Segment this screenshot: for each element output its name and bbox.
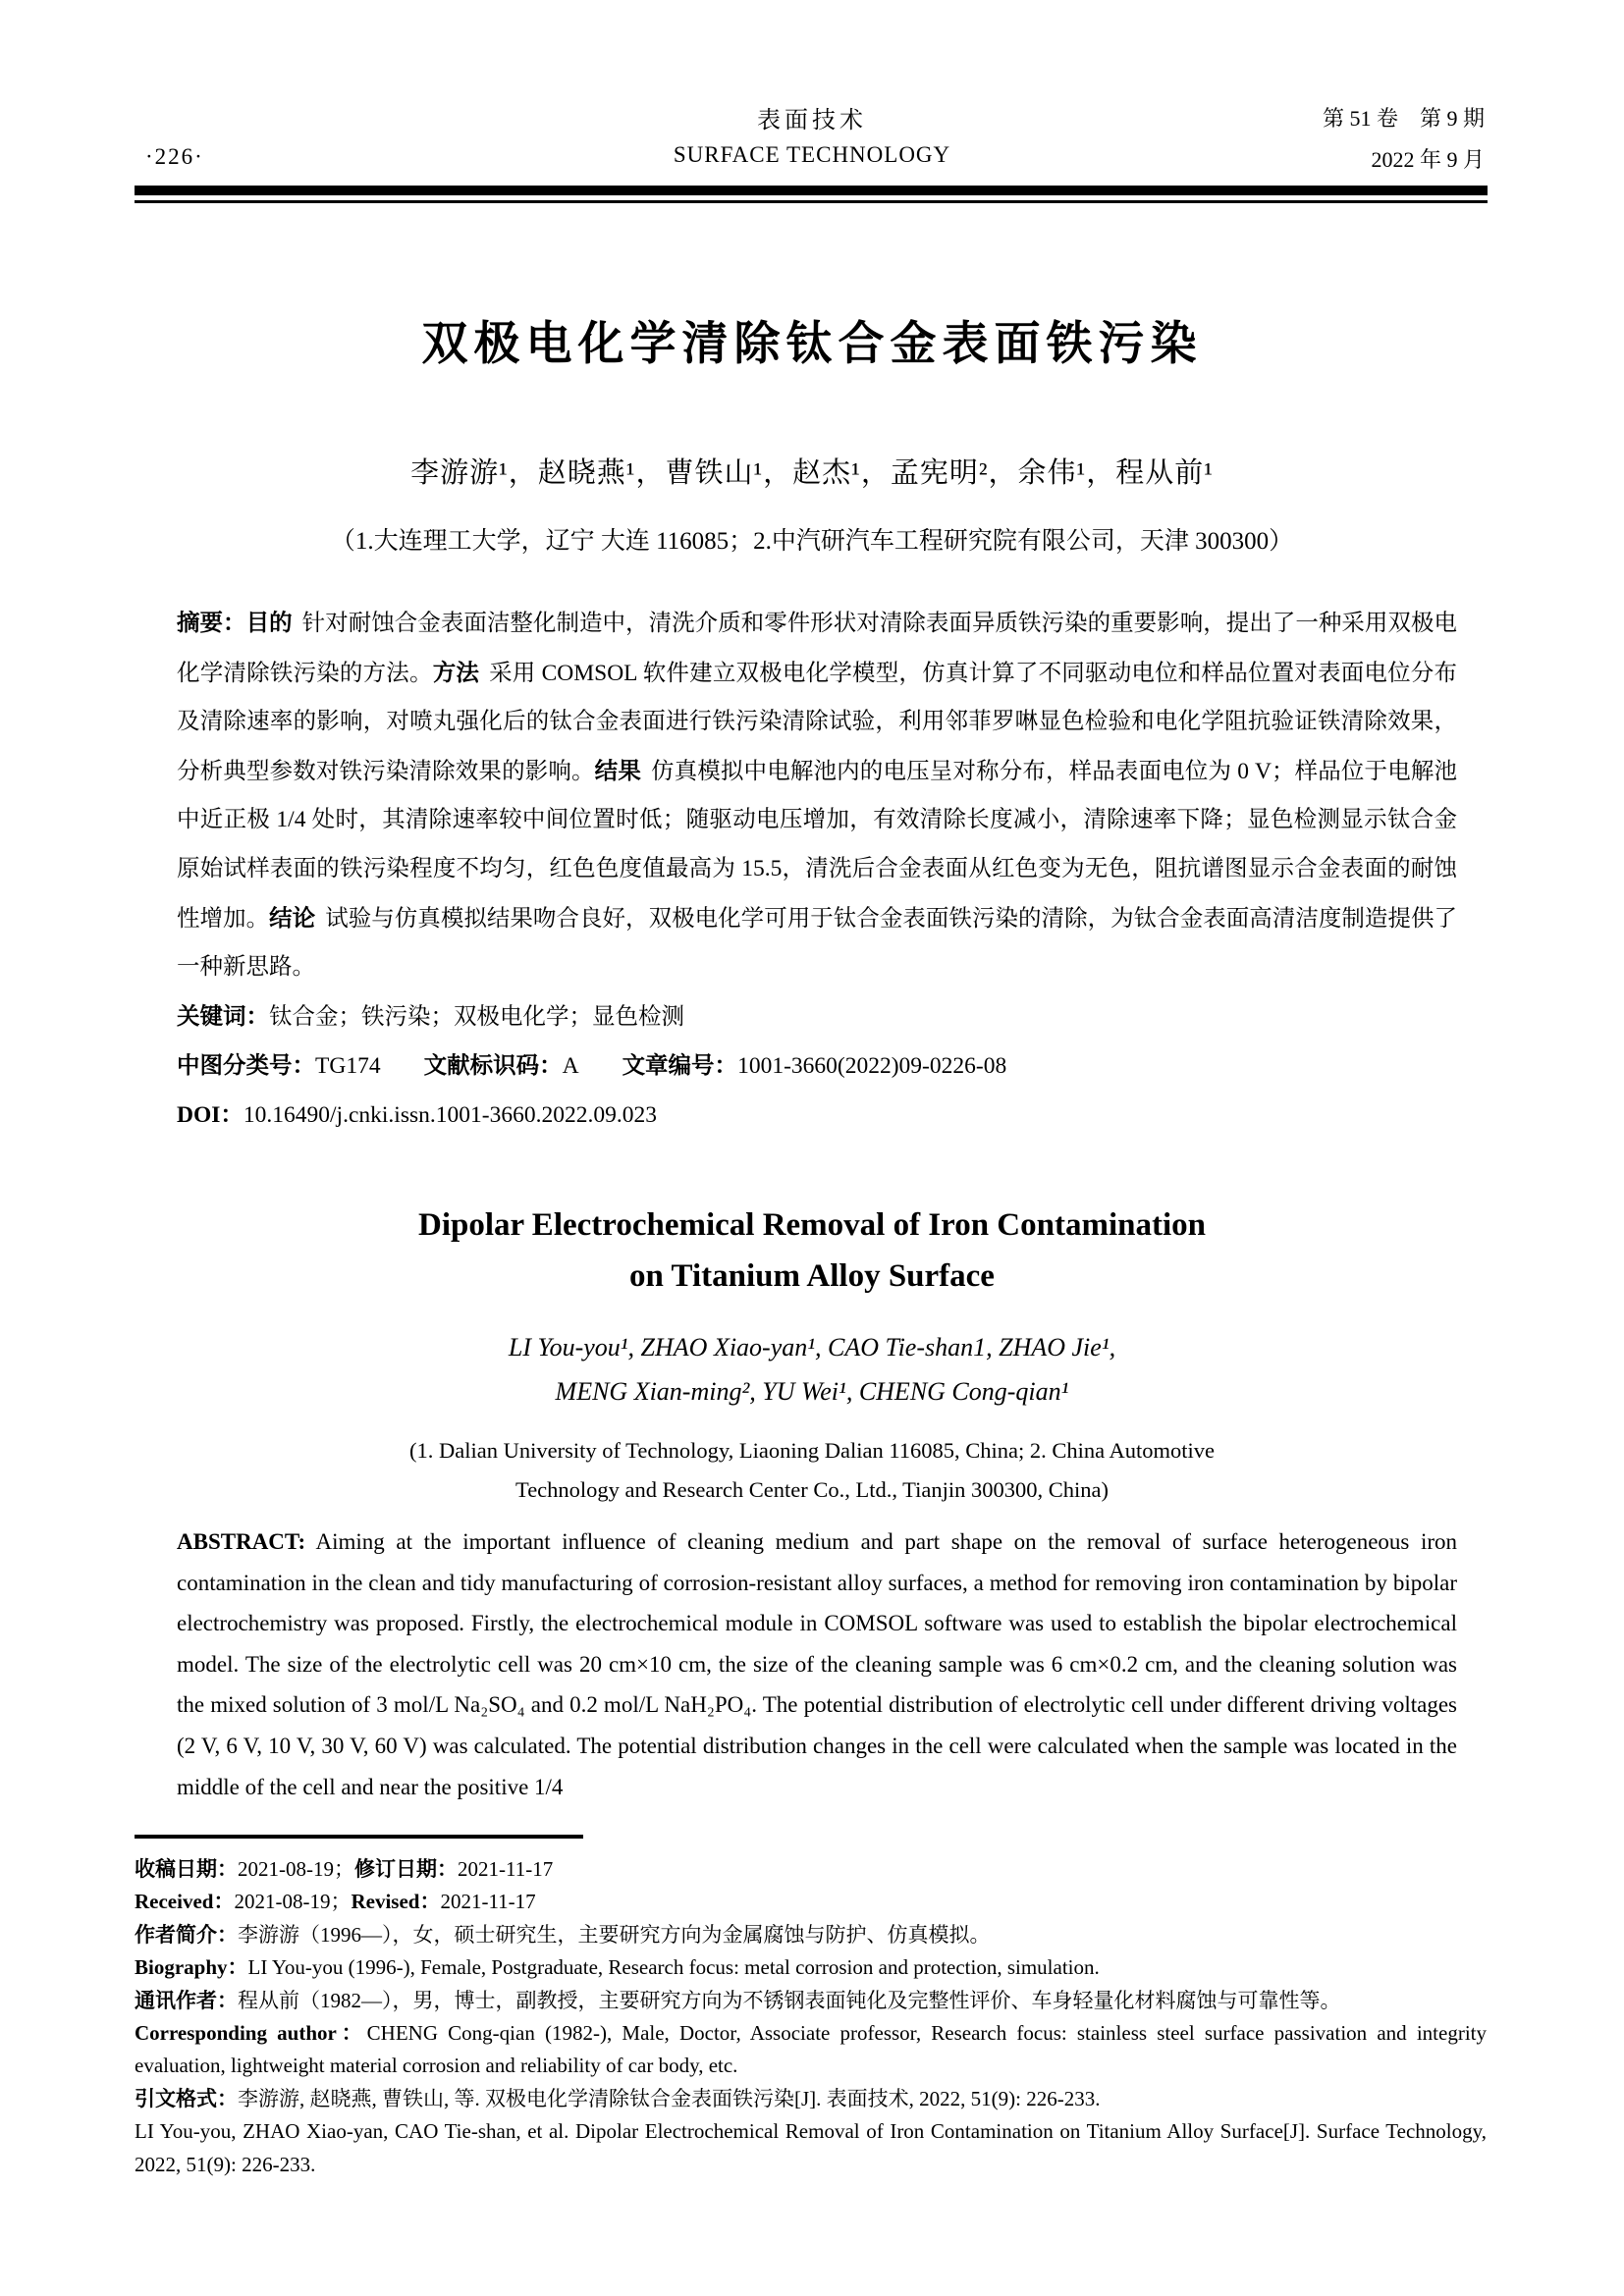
journal-title-cn: 表面技术 bbox=[757, 108, 867, 133]
affiliation-en-line1: (1. Dalian University of Technology, Liaoning Dalian 116085, China; 2. China Automotive bbox=[409, 1438, 1215, 1463]
article-title-cn: 双极电化学清除钛合金表面铁污染 bbox=[421, 317, 1203, 369]
authors-cn: 李游游¹，赵晓燕¹，曹铁山¹，赵杰¹，孟宪明²，余伟¹，程从前¹ bbox=[410, 457, 1214, 489]
abstract-conclusion-head: 结论 bbox=[269, 904, 316, 931]
english-heading-block bbox=[0, 1200, 1624, 1510]
abstract-en-text: Aiming at the important influence of cleaning medium and part shape on the removal of surface heterogeneous iron contamination in the clean and tidy manufacturing of corrosion-resistant alloy surfaces, a method for removing iron contamination by bipolar electrochemistry was proposed. Firstly, the electrochemical module in COMSOL software was used to establish the bipolar electrochemical model. The size of the electrolytic cell was 20 cm×10 cm, the size of the cleaning sample was 6 cm×0.2 cm, and the cleaning solution was the mixed solution of 3 mol/L Na₂SO₄ and 0.2 mol/L NaH₂PO₄. The potential distribution of electrolytic cell under different driving voltages (2 V, 6 V, 10 V, 30 V, 60 V) was calculated. The potential distribution changes in the cell were calculated when the sample was located in the middle of the cell and near the positive 1/4 bbox=[177, 1529, 1457, 1799]
article-title-en-line2: on Titanium Alloy Surface bbox=[629, 1258, 995, 1294]
issue-info bbox=[1323, 102, 1485, 174]
footnote-received-cn: 收稿日期：2021-08-19；修订日期：2021-11-17 bbox=[135, 1857, 554, 1881]
abstract-result-text: 仿真模拟中电解池内的电压呈对称分布，样品表面电位为 0 V；样品位于电解池中近正极 1/4 处时，其清除速率较中间位置时低；随驱动电压增加，有效清除长度减小，清除速率下降；显色检测显示钛合金原始试样表面的铁污染程度不均匀，红色色度值最高为 15.5，清洗后合金表面从红色变为无色，阻抗谱图显示合金表面的耐蚀性增加。 bbox=[177, 758, 1457, 932]
footnote-rule bbox=[135, 1835, 583, 1839]
abstract-en-label: ABSTRACT: bbox=[177, 1529, 306, 1554]
volume-issue: 第 51 卷 第 9 期 bbox=[1322, 106, 1485, 131]
footnote-biography-cn: 作者简介：李游游（1996—），女，硕士研究生，主要研究方向为金属腐蚀与防护、仿真模拟。 bbox=[135, 1922, 991, 1947]
abstract-conclusion-text: 试验与仿真模拟结果吻合良好，双极电化学可用于钛合金表面铁污染的清除，为钛合金表面高清洁度制造提供了一种新思路。 bbox=[177, 905, 1458, 981]
doi-line bbox=[177, 1092, 1457, 1141]
authors-en-line1: LI You-you¹, ZHAO Xiao-yan¹, CAO Tie-shan1, ZHAO Jie¹, bbox=[508, 1333, 1116, 1362]
doi-label: DOI： bbox=[177, 1101, 244, 1128]
footnote-corresponding-en: Corresponding author：CHENG Cong-qian (1982-), Male, Doctor, Associate professor, Research focus: stainless steel surface passivation and integrity evaluation, lightweight material corrosion and reliability of car body, etc. bbox=[135, 2021, 1487, 2078]
abstract-block-cn bbox=[177, 599, 1457, 1141]
doc-code-label: 文献标识码： bbox=[423, 1052, 563, 1079]
page-number: ·226· bbox=[145, 144, 204, 169]
abstract-result-head: 结果 bbox=[594, 757, 641, 783]
footnote-citation-en: LI You-you, ZHAO Xiao-yan, CAO Tie-shan, et al. Dipolar Electrochemical Removal of Iron Contamination on Titanium Alloy Surface[J]. Surface Technology, 2022, 51(9): 226-233. bbox=[135, 2119, 1487, 2176]
article-title-en-line1: Dipolar Electrochemical Removal of Iron Contamination bbox=[417, 1207, 1207, 1243]
footnote-corresponding-cn: 通讯作者：程从前（1982—），男，博士，副教授，主要研究方向为不锈钢表面钝化及完整性评价、车身轻量化材料腐蚀与可靠性等。 bbox=[135, 1988, 1341, 2012]
abstract-method-text: 采用 COMSOL 软件建立双极电化学模型，仿真计算了不同驱动电位和样品位置对表面电位分布及清除速率的影响，对喷丸强化后的钛合金表面进行铁污染清除试验，利用邻菲罗啉显色检验和电化学阻抗验证铁清除效果，分析典型参数对铁污染清除效果的影响。 bbox=[177, 660, 1458, 784]
affiliation-en bbox=[0, 1431, 1624, 1510]
footnote-received-en: Received：2021-08-19；Revised：2021-11-17 bbox=[135, 1890, 536, 1914]
abstract-purpose-text: 针对耐蚀合金表面洁整化制造中，清洗介质和零件形状对清除表面异质铁污染的重要影响，提出了一种采用双极电化学清除铁污染的方法。 bbox=[177, 611, 1458, 686]
footnotes bbox=[135, 1853, 1487, 2181]
journal-title-en: SURFACE TECHNOLOGY bbox=[673, 142, 951, 167]
authors-en-line2: MENG Xian-ming², YU Wei¹, CHENG Cong-qian¹ bbox=[555, 1377, 1069, 1406]
affiliation-cn: （1.大连理工大学，辽宁 大连 116085；2.中汽研汽车工程研究院有限公司，天津 300300） bbox=[330, 528, 1294, 555]
header-rule-thin bbox=[135, 200, 1488, 203]
keywords-label: 关键词： bbox=[177, 1002, 269, 1029]
authors-en bbox=[0, 1325, 1624, 1414]
footnote-citation-cn: 引文格式：李游游, 赵晓燕, 曹铁山, 等. 双极电化学清除钛合金表面铁污染[J]. 表面技术, 2022, 51(9): 226-233. bbox=[135, 2086, 1101, 2110]
issue-date: 2022 年 9 月 bbox=[1371, 147, 1485, 172]
keywords-text: 钛合金；铁污染；双极电化学；显色检测 bbox=[269, 1003, 684, 1030]
abstract-label: 摘要： bbox=[177, 610, 246, 635]
affiliation-en-line2: Technology and Research Center Co., Ltd., Tianjin 300300, China) bbox=[515, 1477, 1109, 1502]
doi-value: 10.16490/j.cnki.issn.1001-3660.2022.09.023 bbox=[243, 1101, 657, 1128]
article-title-en bbox=[0, 1200, 1624, 1302]
footnote-biography-en: Biography：LI You-you (1996-), Female, Postgraduate, Research focus: metal corrosion and protection, simulation. bbox=[135, 1955, 1100, 1980]
article-id-value: 1001-3660(2022)09-0226-08 bbox=[737, 1053, 1007, 1080]
clc-value: TG174 bbox=[315, 1053, 381, 1080]
abstract-purpose-head: 目的 bbox=[245, 610, 293, 635]
abstract-method-head: 方法 bbox=[432, 659, 480, 685]
abstract-en bbox=[177, 1522, 1457, 1807]
keywords-line bbox=[177, 992, 1457, 1042]
doc-code-value: A bbox=[562, 1053, 579, 1080]
header-rule-thick bbox=[135, 186, 1488, 195]
article-id-label: 文章编号： bbox=[622, 1052, 738, 1079]
clc-label: 中图分类号： bbox=[177, 1052, 315, 1079]
clc-line bbox=[177, 1041, 1457, 1092]
abstract-cn bbox=[177, 599, 1457, 992]
